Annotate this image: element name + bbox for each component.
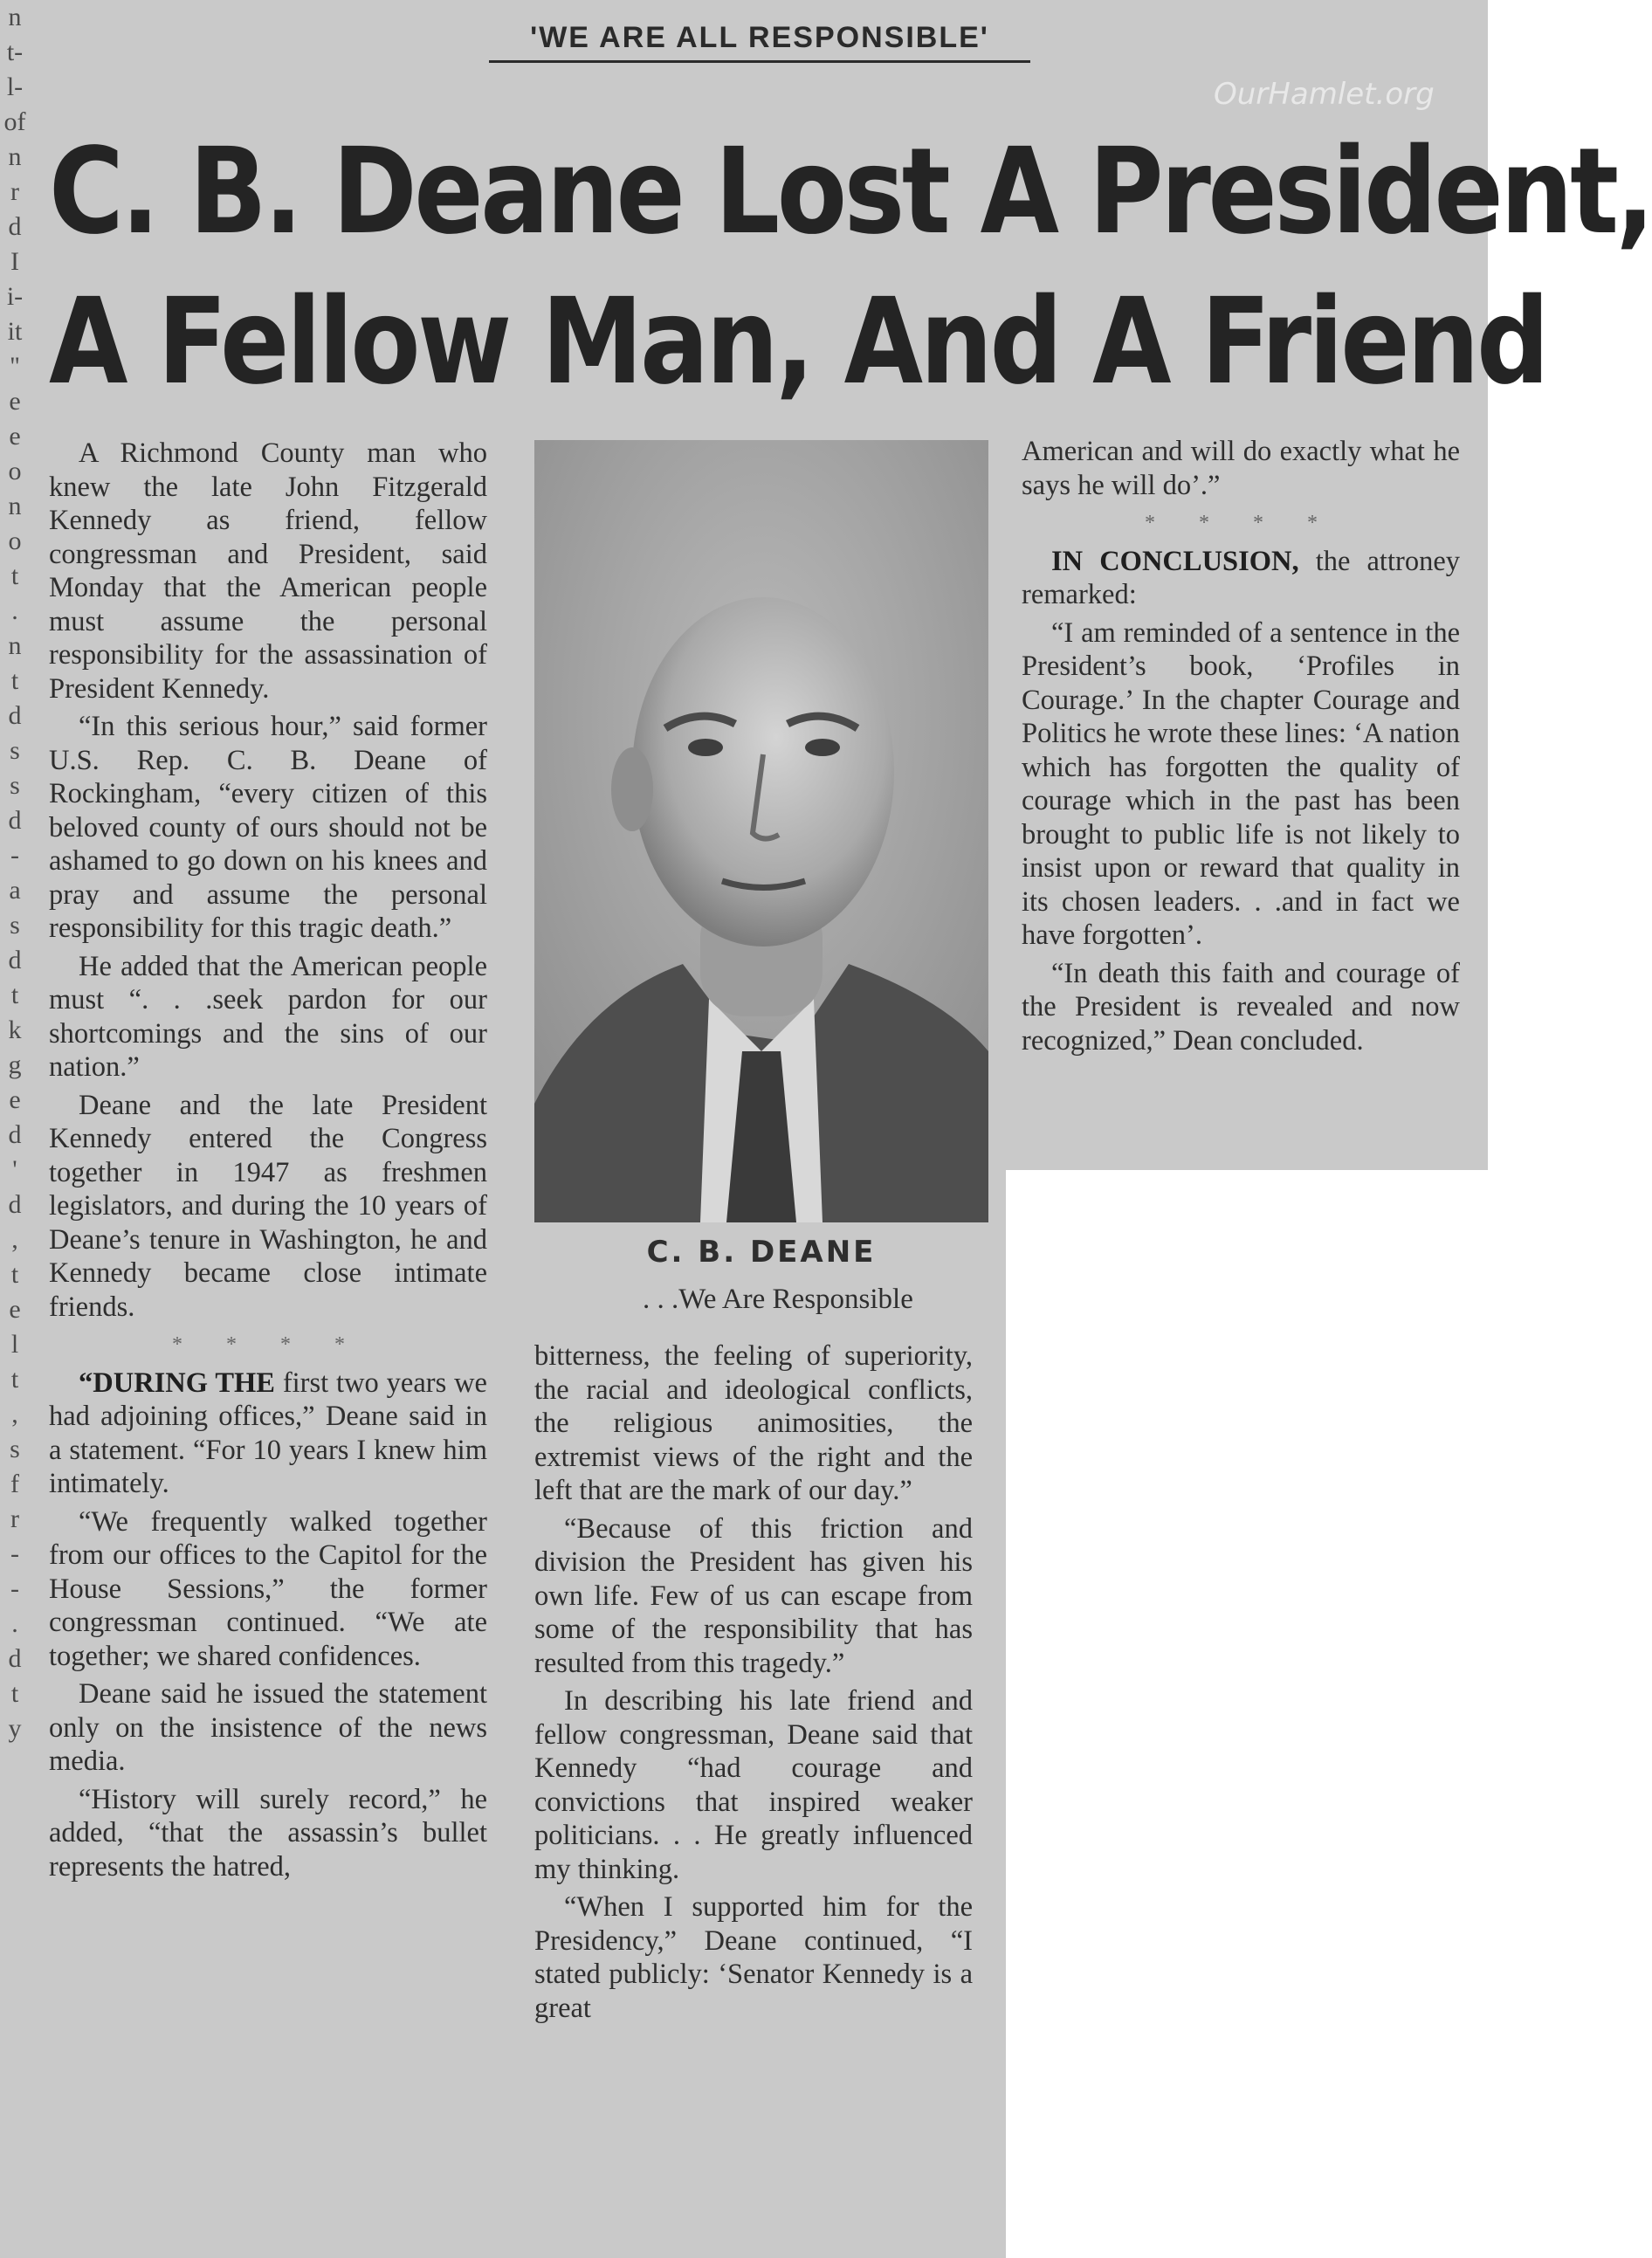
photo-caption-subtitle: . . .We Are Responsible bbox=[643, 1284, 913, 1315]
edge-fragment: of bbox=[3, 107, 26, 136]
edge-fragment: t bbox=[10, 1365, 19, 1394]
edge-fragment: s bbox=[10, 1435, 20, 1463]
edge-fragment: s bbox=[10, 771, 20, 800]
edge-fragment: t bbox=[10, 561, 19, 590]
edge-fragment: s bbox=[10, 911, 20, 940]
paragraph bbox=[49, 1367, 487, 1501]
paragraph-lead-in: IN CONCLUSION, bbox=[1051, 545, 1299, 577]
section-divider-stars: * * * * bbox=[172, 1333, 364, 1356]
edge-fragment: t bbox=[10, 1679, 19, 1708]
edge-fragment: i- bbox=[6, 282, 24, 311]
edge-fragment: l- bbox=[6, 72, 24, 101]
edge-fragment: a bbox=[9, 876, 21, 905]
kicker-headline: 'WE ARE ALL RESPONSIBLE' bbox=[489, 21, 1030, 63]
edge-fragment: e bbox=[9, 422, 21, 451]
edge-fragment: d bbox=[8, 1190, 22, 1219]
edge-fragment: d bbox=[8, 701, 22, 730]
paragraph: American and will do exactly what he says he will do’.” bbox=[1022, 436, 1460, 501]
edge-fragment: . bbox=[11, 1609, 18, 1638]
edge-fragment: t bbox=[10, 666, 19, 695]
portrait-photo bbox=[534, 440, 988, 1222]
article-column-1 bbox=[49, 437, 487, 1888]
paragraph: “I am reminded of a sentence in the President’s book, ‘Profiles in Courage.’ In the chapter Courage and Politics he wrote these lines: ‘A nation which has forgotten the quality of courage which in the past has been brought to public life is not likely to insist upon or reward that quality in its chosen leaders. . .and in fact we have forgotten’. bbox=[1022, 616, 1460, 951]
edge-fragment: d bbox=[8, 1120, 22, 1149]
edge-fragment: - bbox=[10, 841, 19, 870]
edge-fragment: y bbox=[8, 1714, 22, 1743]
section-divider-stars: * * * * bbox=[1145, 512, 1337, 534]
edge-fragment: e bbox=[9, 1085, 21, 1114]
paragraph: bitterness, the feeling of superiority, the racial and ideological conflicts, the religious animosities, the extremist views of the right and the left that are the mark of our day.” bbox=[534, 1340, 973, 1506]
edge-fragment: d bbox=[8, 212, 22, 241]
edge-fragment: d bbox=[8, 806, 22, 835]
edge-fragment: n bbox=[8, 492, 22, 520]
edge-fragment: - bbox=[10, 1539, 19, 1568]
paragraph: “History will surely record,” he added, “that the assassin’s bullet represents the hatred, bbox=[49, 1783, 487, 1883]
edge-fragment: e bbox=[9, 1295, 21, 1324]
paragraph: In describing his late friend and fellow congressman, Deane said that Kennedy “had courage and convictions that inspired weaker politicians. . . He greatly influenced my thinking. bbox=[534, 1685, 973, 1885]
paragraph-text: the attroney remarked: bbox=[1022, 545, 1460, 610]
paragraph-lead-in: “DURING THE bbox=[79, 1367, 275, 1399]
paragraph: “In this serious hour,” said former U.S. Rep. C. B. Deane of Rockingham, “every citizen of this beloved county of ours should not be ashamed to go down on his knees and pray and assume the personal responsibility for this tragic death.” bbox=[49, 711, 487, 944]
article-column-3 bbox=[1022, 435, 1460, 1062]
edge-fragment: d bbox=[8, 946, 22, 974]
portrait-illustration bbox=[534, 440, 988, 1222]
edge-fragment: '' bbox=[10, 352, 20, 381]
edge-fragment: n bbox=[8, 142, 22, 171]
edge-fragment: k bbox=[8, 1015, 22, 1044]
edge-fragment: I bbox=[10, 247, 19, 276]
paragraph bbox=[1022, 545, 1460, 612]
edge-fragment: s bbox=[10, 736, 20, 765]
paragraph: “When I supported him for the Presidency,” Deane continued, “I stated publicly: ‘Senator Kennedy is a great bbox=[534, 1891, 973, 2024]
paragraph: “We frequently walked together from our offices to the Capitol for the House Sessions,” the former congressman continued. “We ate together; we shared confidences. bbox=[49, 1505, 487, 1672]
edge-fragment: n bbox=[8, 3, 22, 31]
edge-fragment: ' bbox=[12, 1155, 17, 1184]
edge-fragment: g bbox=[8, 1050, 22, 1079]
edge-fragment: r bbox=[10, 177, 19, 206]
edge-fragment: , bbox=[11, 1225, 18, 1254]
edge-fragment: l bbox=[10, 1330, 19, 1359]
edge-fragment: - bbox=[10, 1574, 19, 1603]
paragraph: “In death this faith and courage of the President is revealed and now recognized,” Dean concluded. bbox=[1022, 957, 1460, 1057]
edge-fragment: r bbox=[10, 1504, 19, 1533]
edge-fragment: d bbox=[8, 1644, 22, 1673]
edge-fragment: t- bbox=[6, 38, 24, 66]
edge-fragment: o bbox=[8, 457, 22, 485]
edge-fragment: f bbox=[10, 1470, 19, 1498]
edge-fragment: t bbox=[10, 981, 19, 1009]
edge-fragment: o bbox=[8, 527, 22, 555]
edge-fragment: , bbox=[11, 1400, 18, 1428]
edge-fragment: it bbox=[7, 317, 23, 346]
headline-line-1: C. B. Deane Lost A President, bbox=[49, 123, 1652, 261]
paragraph: Deane said he issued the statement only on the insistence of the news media. bbox=[49, 1678, 487, 1777]
headline-line-2: A Fellow Man, And A Friend bbox=[49, 273, 1547, 411]
edge-fragment: . bbox=[11, 596, 18, 625]
watermark: OurHamlet.org bbox=[1214, 77, 1435, 112]
edge-fragment: n bbox=[8, 631, 22, 660]
paragraph: “Because of this friction and division the President has given his own life. Few of us can escape from some of the responsibility that has resulted from this tragedy.” bbox=[534, 1512, 973, 1679]
article-column-2 bbox=[534, 1339, 973, 2029]
edge-fragment: t bbox=[10, 1260, 19, 1289]
paragraph: He added that the American people must “. . .seek pardon for our shortcomings and the sins of our nation.” bbox=[49, 950, 487, 1083]
photo-caption-name: C. B. DEANE bbox=[646, 1235, 877, 1270]
paragraph-text: first two years we had adjoining offices,” Deane said in a statement. “For 10 years I knew him intimately. bbox=[49, 1367, 487, 1499]
adjacent-column-fragments bbox=[0, 0, 30, 2258]
paragraph: Deane and the late President Kennedy entered the Congress together in 1947 as freshmen legislators, and during the 10 years of Deane’s tenure in Washington, he and Kennedy became close intimate friends. bbox=[49, 1089, 487, 1323]
paragraph: A Richmond County man who knew the late John Fitzgerald Kennedy as friend, fellow congressman and President, said Monday that the American people must assume the personal responsibility for the assassination of President Kennedy. bbox=[49, 437, 487, 705]
edge-fragment: e bbox=[9, 387, 21, 416]
